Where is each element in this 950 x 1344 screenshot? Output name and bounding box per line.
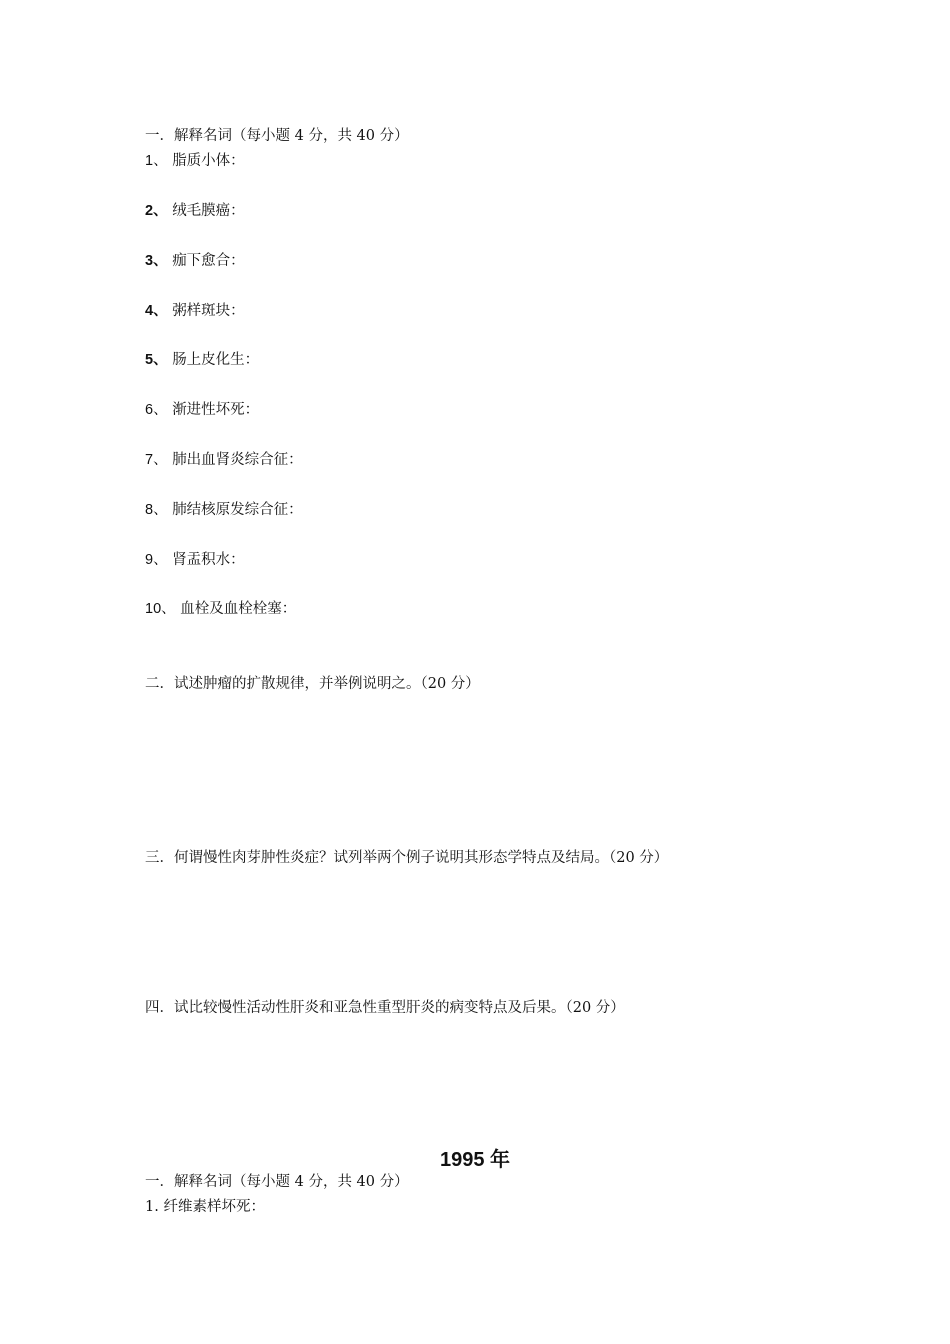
term-text: 绒毛膜癌：: [172, 203, 245, 219]
term-number: 8、: [145, 502, 168, 518]
term-item-2: [145, 201, 245, 221]
term-text: 肠上皮化生：: [172, 352, 260, 368]
term-text: 脂质小体：: [172, 153, 245, 169]
term-text: 肺出血肾炎综合征：: [172, 452, 303, 468]
section-4-question: 四．试比较慢性活动性肝炎和亚急性重型肝炎的病变特点及后果。（20 分）: [145, 1000, 625, 1016]
term-item-9: [145, 550, 245, 570]
section-5-item-1: 1. 纤维素样坏死：: [145, 1199, 265, 1215]
term-number: 10、: [145, 601, 176, 617]
term-number: 5、: [145, 352, 168, 368]
term-text: 血栓及血栓栓塞：: [180, 601, 297, 617]
section-2-question: 二．试述肿瘤的扩散规律，并举例说明之。（20 分）: [145, 676, 480, 692]
term-item-1: [145, 151, 245, 171]
term-number: 3、: [145, 253, 168, 269]
term-number: 9、: [145, 552, 168, 568]
term-text: 痂下愈合：: [172, 253, 245, 269]
year-title: 1995 年: [439, 1149, 511, 1171]
term-number: 7、: [145, 452, 168, 468]
term-item-6: [145, 400, 259, 420]
term-item-4: [145, 301, 245, 321]
term-item-8: [145, 500, 303, 520]
section-1-heading: 一．解释名词（每小题 4 分，共 40 分）: [145, 128, 409, 144]
term-item-7: [145, 450, 303, 470]
term-number: 4、: [145, 303, 168, 319]
section-5-heading: 一．解释名词（每小题 4 分，共 40 分）: [145, 1174, 409, 1190]
term-text: 粥样斑块：: [172, 303, 245, 319]
term-text: 肾盂积水：: [172, 552, 245, 568]
term-item-5: [145, 350, 259, 370]
term-number: 6、: [145, 402, 168, 418]
term-text: 渐进性坏死：: [172, 402, 260, 418]
term-number: 2、: [145, 203, 168, 219]
term-number: 1、: [145, 153, 168, 169]
term-item-10: [145, 599, 296, 619]
term-text: 肺结核原发综合征：: [172, 502, 303, 518]
section-3-question: 三．何谓慢性肉芽肿性炎症？试列举两个例子说明其形态学特点及结局。（20 分）: [145, 850, 669, 866]
term-item-3: [145, 251, 245, 271]
